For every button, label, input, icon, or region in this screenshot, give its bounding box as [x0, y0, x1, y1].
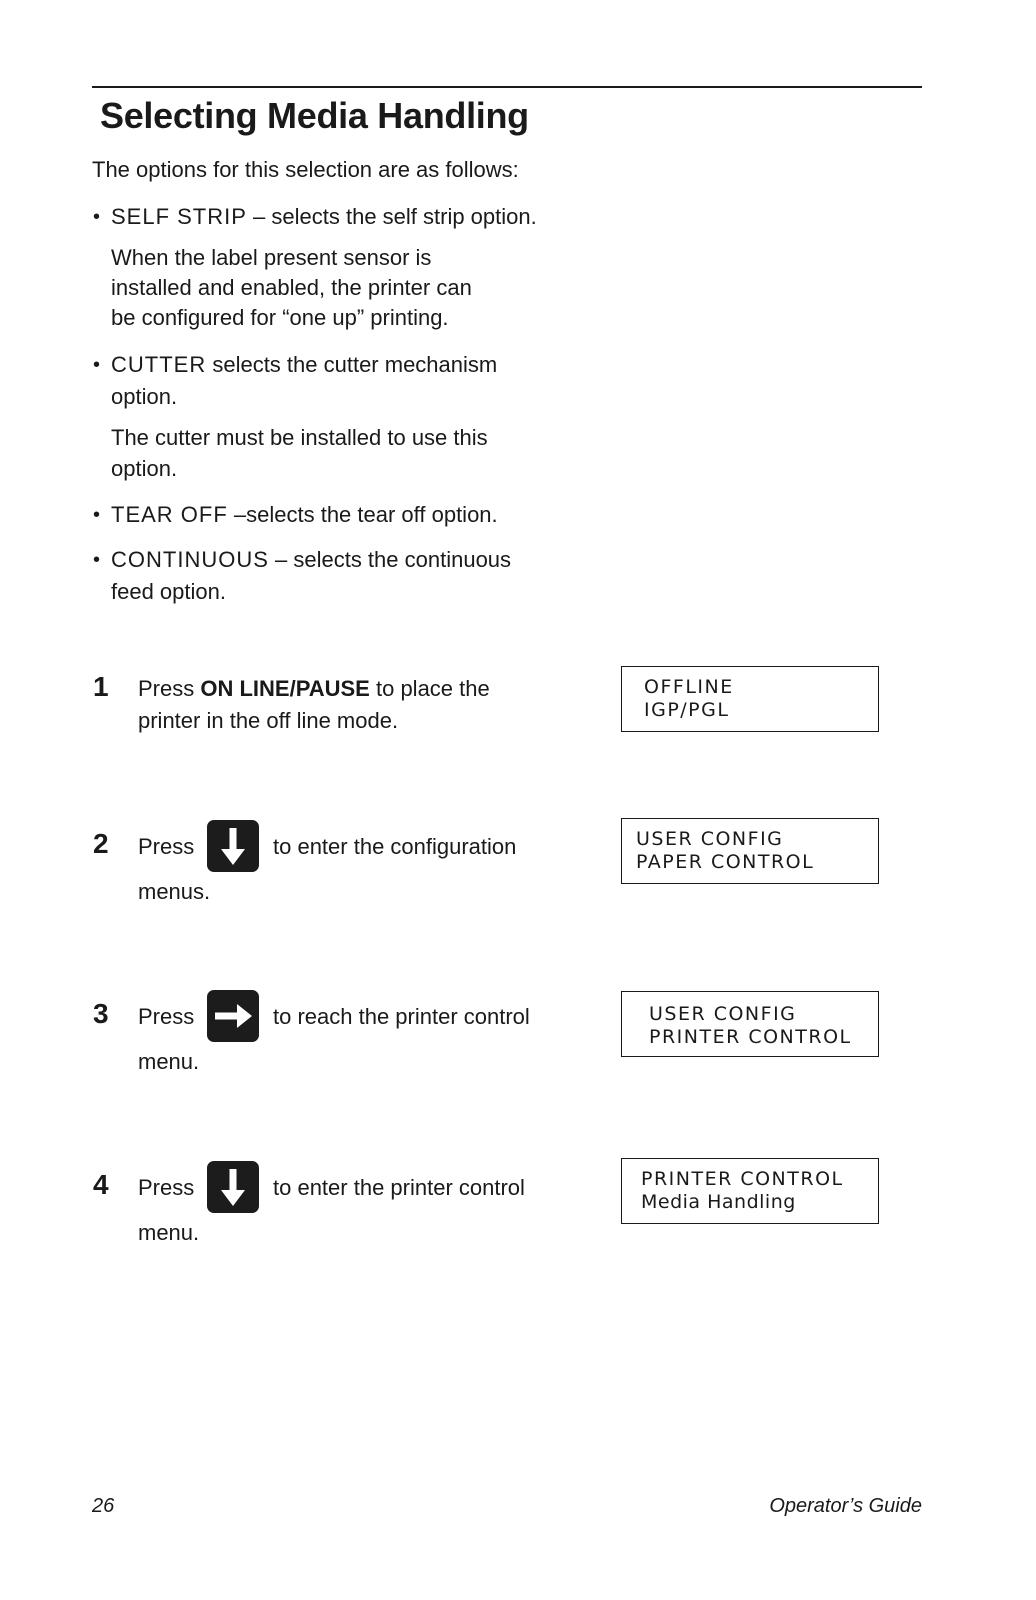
step-text-continued: menu. [138, 1220, 200, 1245]
lcd-display-media-handling [621, 1158, 879, 1224]
step-text-continued: menus. [138, 879, 211, 904]
on-line-pause-key-label: ON LINE/PAUSE [200, 676, 370, 701]
option-tear-off [111, 500, 498, 530]
option-description: feed option. [111, 579, 226, 604]
option-self-strip [111, 202, 537, 232]
step-text-continued: printer in the off line mode. [138, 708, 399, 733]
option-cutter [111, 350, 497, 380]
lcd-line-1: PRINTER CONTROL [641, 1168, 844, 1190]
step-text: to reach the printer control [273, 1004, 530, 1029]
option-note: installed and enabled, the printer can [111, 275, 472, 300]
step-number: 3 [93, 998, 109, 1029]
step-text: to enter the printer control [273, 1175, 525, 1200]
option-description: –selects the tear off option. [227, 502, 498, 527]
step-text: to enter the configuration [273, 834, 517, 859]
option-name: TEAR OFF [111, 502, 228, 527]
option-continuous [111, 545, 511, 575]
lcd-display-offline [621, 666, 879, 732]
bullet-dot: • [93, 354, 101, 376]
option-description: selects the cutter mechanism [206, 352, 498, 377]
option-name: CONTINUOUS [111, 547, 269, 572]
guide-title: Operator’s Guide [769, 1495, 922, 1517]
lcd-display-printer-control [621, 991, 879, 1057]
lcd-line-2: IGP/PGL [644, 699, 730, 721]
lcd-line-2: PRINTER CONTROL [649, 1026, 852, 1048]
option-note: option. [111, 456, 178, 481]
option-name: CUTTER [111, 352, 207, 377]
bullet-dot: • [93, 504, 101, 526]
option-name: SELF STRIP [111, 204, 247, 229]
right-arrow-key-icon [207, 990, 259, 1042]
lcd-display-paper-control [621, 818, 879, 884]
top-rule [92, 86, 922, 88]
step-press-text: Press [138, 1175, 195, 1200]
page-number: 26 [92, 1495, 115, 1517]
step-press-text: Press [138, 834, 195, 859]
step-number: 1 [93, 671, 109, 702]
bullet-dot: • [93, 206, 101, 228]
down-arrow-key-icon [207, 1161, 259, 1213]
option-description: – selects the self strip option. [246, 204, 537, 229]
bullet-dot: • [93, 549, 101, 571]
option-note: When the label present sensor is [111, 245, 432, 270]
step-number: 4 [93, 1169, 109, 1200]
step-number: 2 [93, 828, 109, 859]
option-note: The cutter must be installed to use this [111, 425, 488, 450]
step-press-text: Press [138, 1004, 195, 1029]
option-note: be configured for “one up” printing. [111, 305, 449, 330]
intro-text: The options for this selection are as follows: [92, 157, 519, 182]
lcd-line-1: OFFLINE [644, 676, 734, 698]
lcd-line-1: USER CONFIG [636, 828, 784, 850]
down-arrow-key-icon [207, 820, 259, 872]
step-text-continued: menu. [138, 1049, 200, 1074]
step-1-instruction [138, 674, 490, 704]
lcd-line-1: USER CONFIG [649, 1003, 797, 1025]
option-description: – selects the continuous [268, 547, 512, 572]
step-text: to place the [369, 676, 490, 701]
step-press-text: Press [138, 676, 201, 701]
page-title: Selecting Media Handling [100, 95, 529, 136]
option-description: option. [111, 384, 178, 409]
lcd-line-2: PAPER CONTROL [636, 851, 815, 873]
lcd-line-2: Media Handling [641, 1191, 796, 1213]
